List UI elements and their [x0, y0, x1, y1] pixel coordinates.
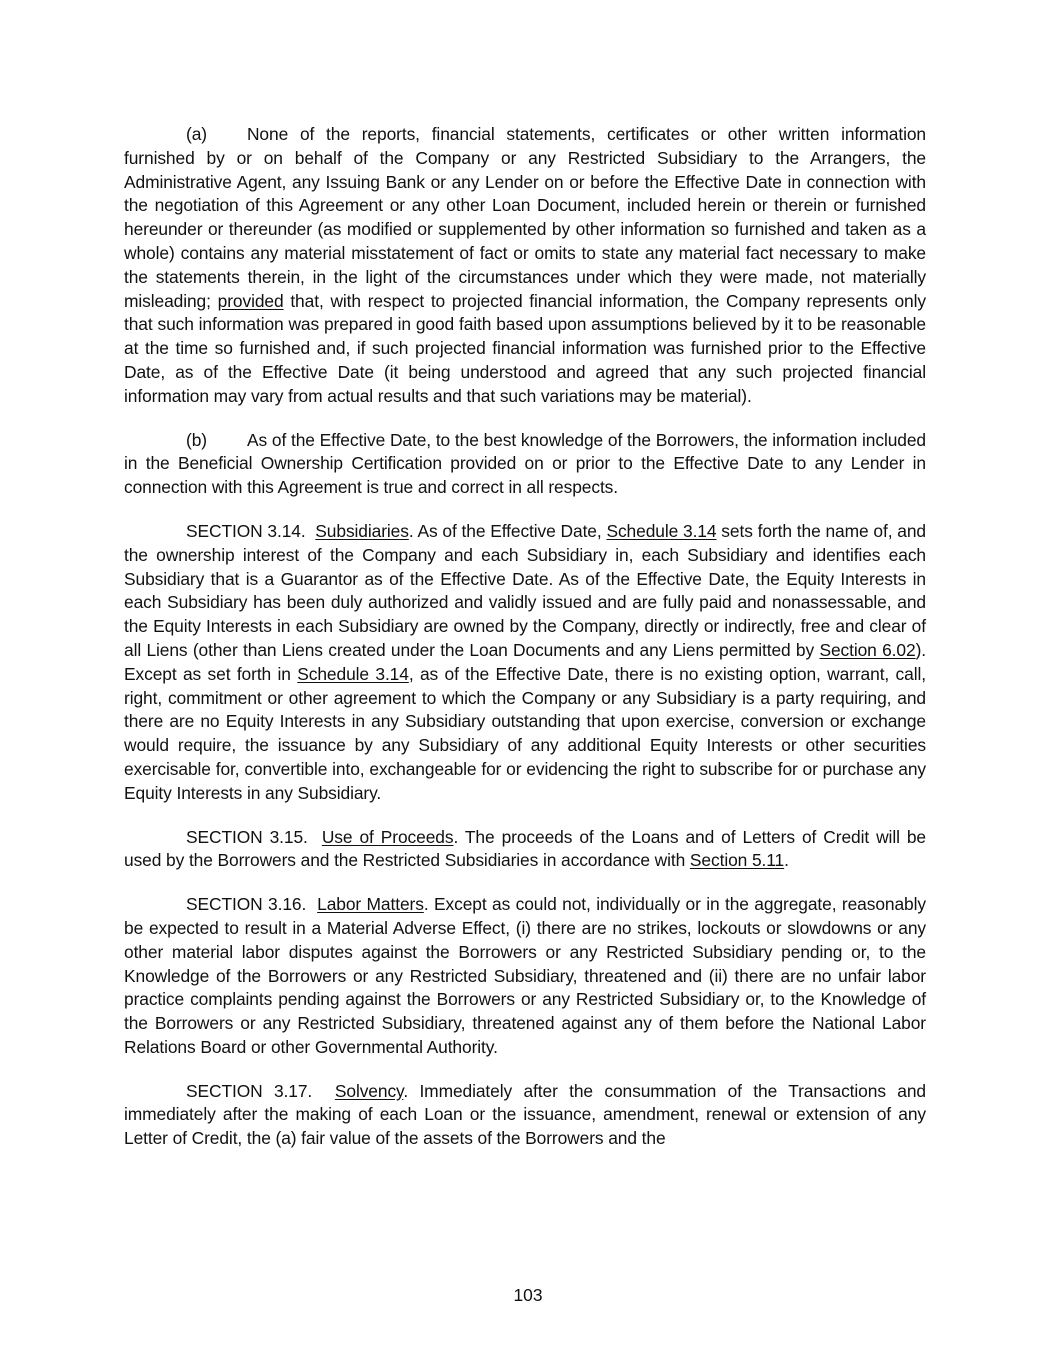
section-3-15-number: SECTION 3.15.	[186, 826, 308, 847]
section-5-11-reference: Section 5.11	[689, 850, 785, 871]
section-3-14-text-4: , as of the Effective Date, there is no existing option, warrant, call, right, commitment or other agreement to which the Company or any Subsidiary is a party requiring, and there are no Equity Interests in any Subsidiary outstanding that upon exercise, conversion or exchange would require, the issuance by any Subsidiary of any additional Equity Interests or other securities exercisable for, convertible into, exchangeable for or evidencing the right to subscribe for or purchase any Equity Interests in any Subsidiary.	[124, 663, 926, 803]
section-3-15	[124, 826, 926, 874]
paragraph-a	[124, 123, 926, 409]
paragraph-b	[124, 429, 926, 500]
paragraph-b-label: (b)	[186, 429, 207, 450]
section-3-15-text-2: .	[784, 850, 789, 871]
section-3-17-number: SECTION 3.17.	[186, 1080, 313, 1101]
section-3-14-text-3: ). Except as set forth in	[124, 639, 926, 684]
section-3-16-number: SECTION 3.16.	[186, 894, 307, 915]
section-3-17-heading: Solvency	[334, 1080, 404, 1101]
section-3-14-text-2: sets forth the name of, and the ownership interest of the Company and each Subsidiary in, each Subsidiary and identifies each Subsidiary that is a Guarantor as of the Effective Date. As of the Effective Date, the Equity Interests in each Subsidiary has been duly authorized and validly issued and are fully paid and nonassessable, and the Equity Interests in each Subsidiary are owned by the Company, directly or indirectly, free and clear of all Liens (other than Liens created under the Loan Documents and any Liens permitted by	[124, 520, 927, 660]
section-6-02-reference: Section 6.02	[819, 639, 916, 660]
section-3-14-heading: Subsidiaries	[315, 520, 409, 541]
section-3-14	[124, 520, 926, 806]
paragraph-a-text: None of the reports, financial statements, certificates or other written information furnished by or on behalf of the Company or any Restricted Subsidiary to the Arrangers, the Administrative Agent, any Issuing Bank or any Lender on or before the Effective Date in connection with the negotiation of this Agreement or any other Loan Document, included herein or therein or furnished hereunder or thereunder (as modified or supplemented by other information so furnished and taken as a whole) contains any material misstatement of fact or omits to state any material fact necessary to make the statements therein, in the light of the circumstances under which they were made, not materially misleading;	[124, 124, 926, 311]
section-3-14-text-1: . As of the Effective Date,	[408, 520, 607, 541]
paragraph-a-text-continued: that, with respect to projected financial information, the Company represents only that such information was prepared in good faith based upon assumptions believed by it to be reasonable at the time so furnished and, if such projected financial information was furnished prior to the Effective Date, as of the Effective Date (it being understood and agreed that any such projected financial information may vary from actual results and that such variations may be material).	[124, 290, 926, 406]
section-3-17-text-1: . Immediately after the consummation of the Transactions and immediately after the making of each Loan or the issuance, amendment, renewal or extension of any Letter of Credit, the (a) fair value of the assets of the Borrowers and the	[124, 1080, 926, 1149]
paragraph-a-label: (a)	[186, 124, 207, 144]
document-page	[124, 123, 926, 1171]
section-3-17	[124, 1080, 926, 1151]
paragraph-b-text: As of the Effective Date, to the best knowledge of the Borrowers, the information included in the Beneficial Ownership Certification provided on or prior to the Effective Date to any Lender in connection with this Agreement is true and correct in all respects.	[124, 429, 926, 498]
section-3-16-text-1: . Except as could not, individually or in the aggregate, reasonably be expected to result in a Material Adverse Effect, (i) there are no strikes, lockouts or slowdowns or any other material labor disputes against the Borrowers or any Restricted Subsidiary pending or, to the Knowledge of the Borrowers or any Restricted Subsidiary, threatened and (ii) there are no unfair labor practice complaints pending against the Borrowers or any Restricted Subsidiary or, to the Knowledge of the Borrowers or any Restricted Subsidiary, threatened against any of them before the National Labor Relations Board or other Governmental Authority.	[124, 894, 926, 1057]
section-3-16-heading: Labor Matters	[317, 894, 424, 915]
schedule-3-14-reference: Schedule 3.14	[606, 520, 717, 541]
section-3-15-text-1: . The proceeds of the Loans and of Letters of Credit will be used by the Borrowers and the Restricted Subsidiaries in accordance with	[124, 826, 927, 871]
page-number: 103	[513, 1285, 543, 1305]
section-3-16	[124, 893, 926, 1060]
provided-term: provided	[217, 290, 284, 311]
section-3-14-number: SECTION 3.14.	[186, 520, 306, 541]
schedule-3-14-reference-2: Schedule 3.14	[297, 663, 409, 684]
section-3-15-heading: Use of Proceeds	[321, 826, 454, 847]
